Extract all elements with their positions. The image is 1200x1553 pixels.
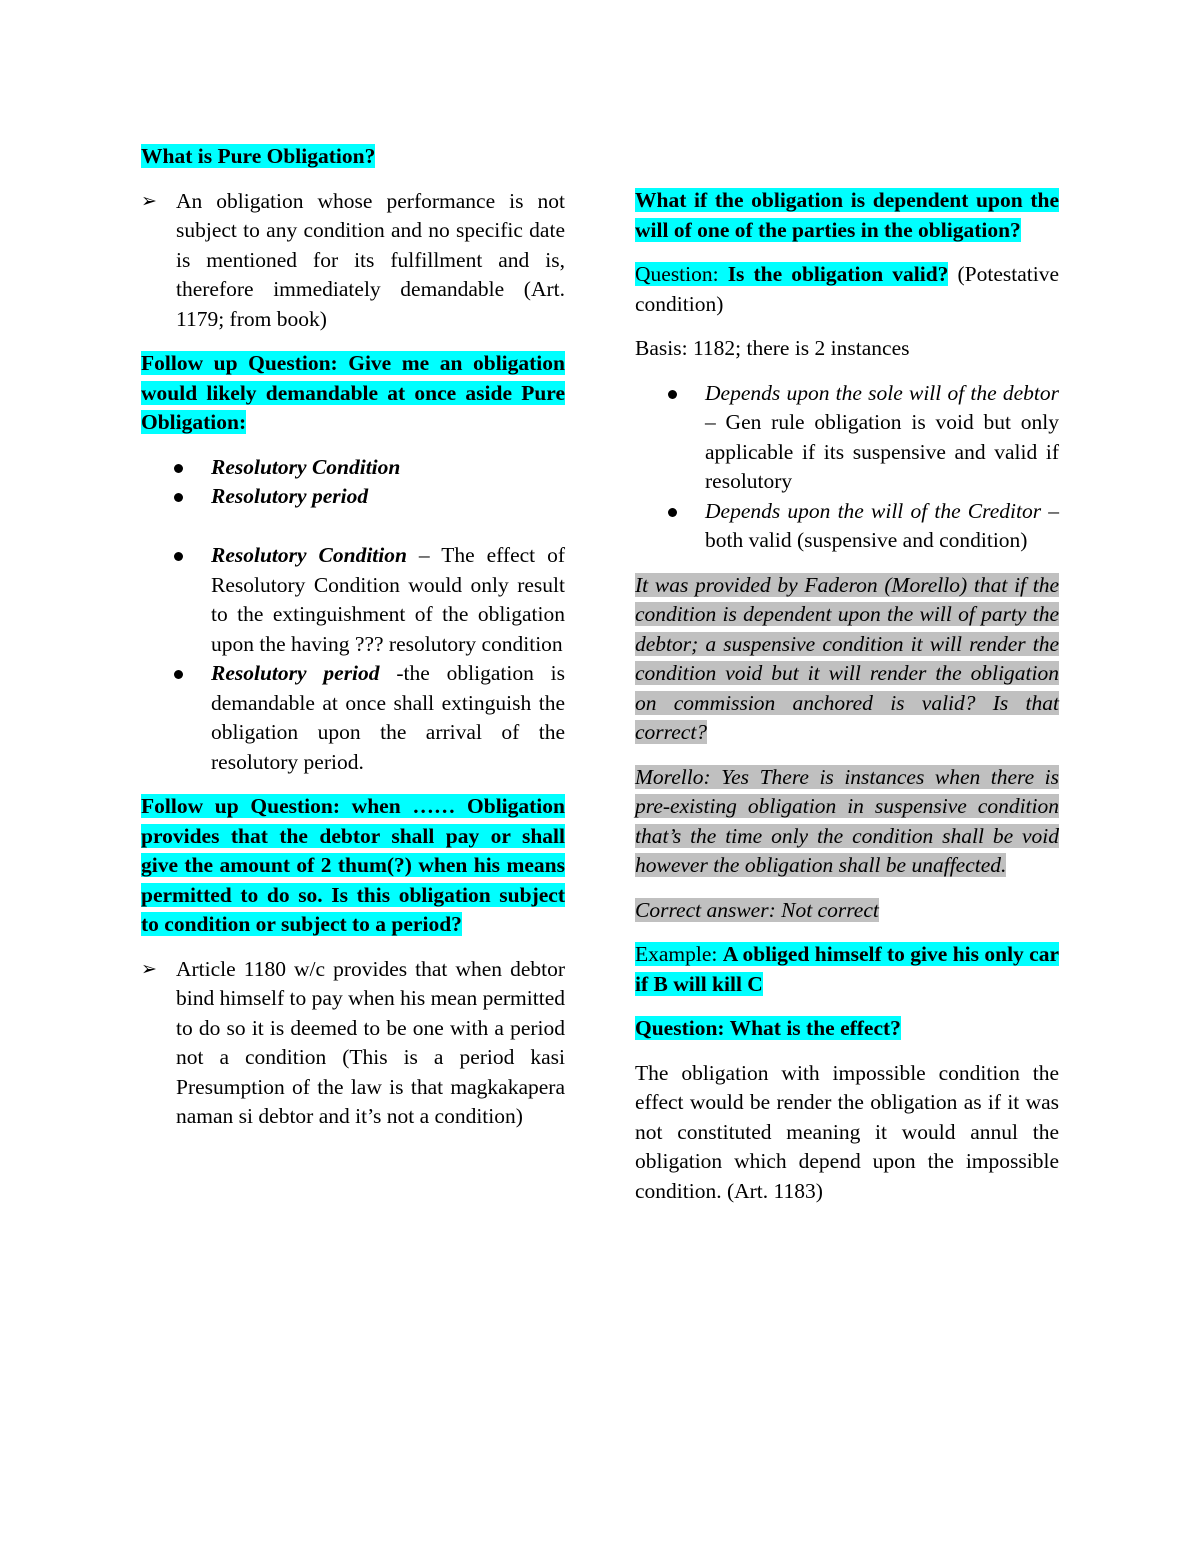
arrow-bullet-icon: ➢ xyxy=(141,190,157,212)
list-item: Resolutory Condition – The effect of Resolutory Condition would only result to the extinguishment of the obligation upon the having ??? resolutory condition xyxy=(141,541,565,659)
basis-text: Basis: 1182; there is 2 instances xyxy=(635,336,910,360)
right-column xyxy=(635,186,1059,1221)
bullet-icon xyxy=(174,670,183,679)
follow-up-question-1: Follow up Question: Give me an obligation would likely demandable at once aside Pure Obligation: xyxy=(141,351,565,434)
list-item: Resolutory period xyxy=(141,482,565,512)
bullet-icon xyxy=(174,464,183,473)
question-dependent-will: What if the obligation is dependent upon the will of one of the parties in the obligation? xyxy=(635,188,1059,242)
gray-note-3: Correct answer: Not correct xyxy=(635,897,879,922)
bullet-icon xyxy=(174,493,183,502)
question-validity: Question: Is the obligation valid? (Potestative condition) xyxy=(635,262,1060,316)
list-item: ➢ An obligation whose performance is not subject to any condition and no specific date is mentioned for its fulfillment and is, therefore immediately demandable (Art. 1179; from book) xyxy=(141,188,565,331)
bullet-list-resolutory xyxy=(141,453,565,778)
list-item: Resolutory Condition xyxy=(141,453,565,483)
left-column xyxy=(141,142,565,1147)
list-item: ➢ Article 1180 w/c provides that when debtor bind himself to pay when his mean permitted to do so it is deemed to be one with a period not a condition (This is a period kasi Presumption of the law is that magkakapera naman si debtor and it’s not a condition) xyxy=(141,956,565,1128)
answer-list-2 xyxy=(141,955,565,1132)
list-item: Depends upon the sole will of the debtor – Gen rule obligation is void but only applicable if its suspensive and valid if resolutory xyxy=(635,379,1059,497)
list-item: Depends upon the will of the Creditor – both valid (suspensive and condition) xyxy=(635,497,1059,556)
bullet-icon xyxy=(668,390,677,399)
empty-list-line xyxy=(141,512,565,542)
answer-effect: The obligation with impossible condition the effect would be render the obligation as if it was not constituted meaning it would annul the obligation which depend upon the impossible condition. (Art. 1183) xyxy=(635,1060,1059,1203)
arrow-bullet-icon: ➢ xyxy=(141,958,157,980)
bullet-icon xyxy=(668,508,677,517)
question-pure-obligation: What is Pure Obligation? xyxy=(141,144,376,168)
bullet-icon xyxy=(174,552,183,561)
example-text: Example: A obliged himself to give his only car if B will kill C xyxy=(635,942,1060,996)
follow-up-question-2: Follow up Question: when …… Obligation provides that the debtor shall pay or shall give the amount of 2 thum(?) when his means permitted to do so. Is this obligation subject to condition or subject to a period? xyxy=(141,794,565,936)
answer-list-1 xyxy=(141,187,565,335)
list-item: Resolutory period -the obligation is demandable at once shall extinguish the obligation upon the arrival of the resolutory period. xyxy=(141,659,565,777)
question-effect: Question: What is the effect? xyxy=(635,1016,901,1040)
gray-note-1: It was provided by Faderon (Morello) that if the condition is dependent upon the will of party the debtor; a suspensive condition it will render the condition void but it will render the obligation on commission anchored is valid? Is that correct? xyxy=(635,572,1059,744)
bullet-list-instances xyxy=(635,379,1059,556)
gray-note-2: Morello: Yes There is instances when there is pre-existing obligation in suspensive condition that’s the time only the condition shall be void however the obligation shall be unaffected. xyxy=(635,764,1059,877)
